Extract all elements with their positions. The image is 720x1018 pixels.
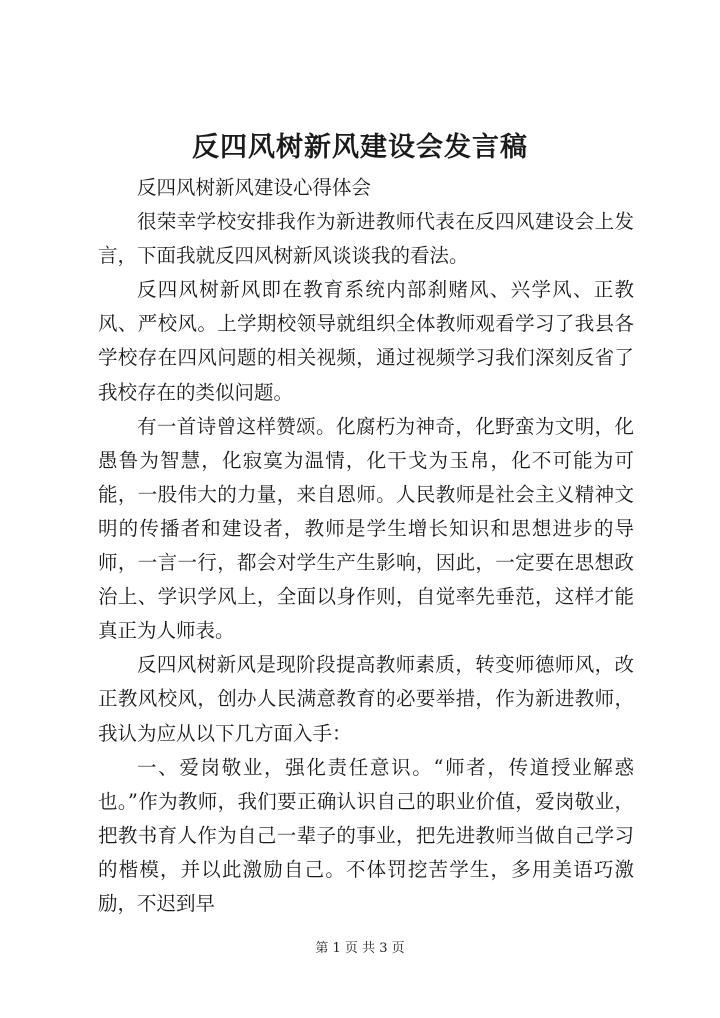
page-number-footer: 第 1 页 共 3 页 (315, 941, 405, 956)
body-paragraph: 有一首诗曾这样赞颂。化腐朽为神奇，化野蛮为文明，化愚鲁为智慧，化寂寞为温情，化干戈为玉帛，化不可能为可能，一股伟大的力量，来自恩师。人民教师是社会主义精神文明的传播者和建设者，教师是学生增长知识和思想进步的导师，一言一行，都会对学生产生影响，因此，一定要在思想政治上、学识学风上，全面以身作则，自觉率先垂范，这样才能真正为人师表。 (98, 414, 634, 643)
body-paragraph: 一、爱岗敬业，强化责任意识。“师者，传道授业解惑也。”作为教师，我们要正确认识自己的职业价值，爱岗敬业，把教书育人作为自己一辈子的事业，把先进教师当做自己学习的楷模，并以此激励自己。不体罚挖苦学生，多用美语巧激励，不迟到早 (98, 755, 634, 915)
body-paragraph: 反四风树新风是现阶段提高教师素质，转变师德师风，改正教风校风，创办人民满意教育的必要举措，作为新进教师，我认为应从以下几方面入手： (98, 653, 634, 745)
body-paragraph: 反四风树新风即在教育系统内部刹赌风、兴学风、正教风、严校风。上学期校领导就组织全体教师观看学习了我县各学校存在四风问题的相关视频，通过视频学习我们深刻反省了我校存在的类似问题。 (98, 278, 634, 404)
document-title: 反四风树新风建设会发言稿 (192, 132, 528, 163)
subtitle-paragraph: 反四风树新风建设心得体会 (137, 176, 372, 199)
document-body (98, 171, 634, 921)
body-paragraph: 很荣幸学校安排我作为新进教师代表在反四风建设会上发言，下面我就反四风树新风谈谈我的看法。 (98, 210, 634, 268)
